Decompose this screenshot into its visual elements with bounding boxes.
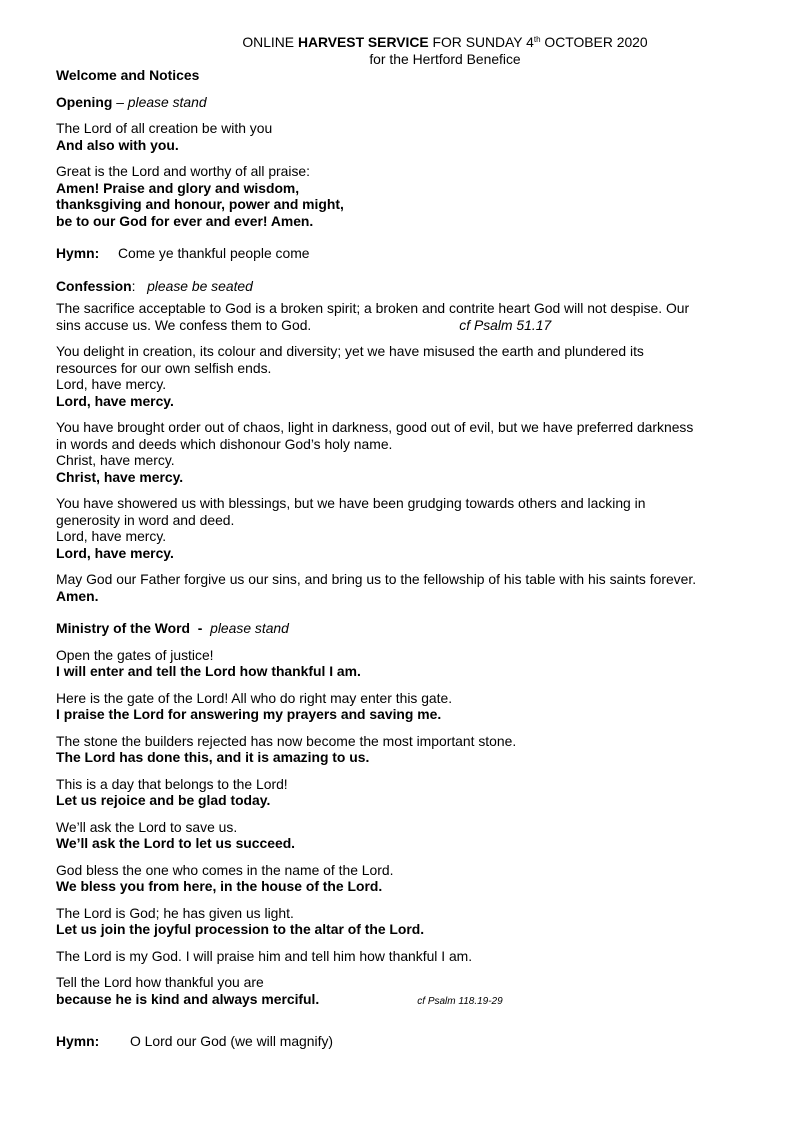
ministry-leader: God bless the one who comes in the name of the Lord. [56, 861, 394, 878]
ministry-leader: We’ll ask the Lord to save us. [56, 818, 238, 835]
title-prefix: ONLINE [242, 34, 298, 50]
confession-instruction: please be seated [147, 277, 253, 294]
ministry-response: We bless you from here, in the house of the Lord. [56, 878, 383, 894]
absolution-amen: Amen. [56, 587, 99, 604]
ministry-leader: This is a day that belongs to the Lord! [56, 775, 288, 792]
opening-title: Opening [56, 93, 113, 110]
ministry-leader: Open the gates of justice! [56, 646, 214, 663]
title-line-2: for the Hertford Benefice [369, 50, 521, 67]
document-title [100, 34, 790, 67]
opening-leader-1: The Lord of all creation be with you [56, 120, 273, 136]
ministry-single-line: The Lord is my God. I will praise him and tell him how thankful I am. [56, 947, 473, 964]
opening-instruction: please stand [127, 93, 207, 110]
ministry-title: Ministry of the Word [56, 620, 191, 636]
opening-response-2-line: be to our God for ever and ever! Amen. [56, 212, 314, 229]
service-sheet [56, 34, 746, 1050]
hymn-1-label: Hymn: [56, 245, 100, 261]
confession-para-3-line: You have showered us with blessings, but we have been grudging towards others and lacking in [56, 495, 646, 511]
confession-para-3-response: Lord, have mercy. [56, 544, 174, 561]
title-date-suffix: OCTOBER 2020 [540, 34, 648, 50]
ministry-leader: The stone the builders rejected has now become the most important stone. [56, 732, 517, 749]
title-ordinal: th [533, 35, 541, 44]
confession-para-1-leader: Lord, have mercy. [56, 376, 167, 392]
title-date-prefix: FOR SUNDAY 4 [428, 34, 534, 50]
confession-colon: : [131, 277, 136, 294]
confession-para-2-response: Christ, have mercy. [56, 468, 184, 485]
ministry-leader: The Lord is God; he has given us light. [56, 904, 294, 921]
ministry-final-leader: Tell the Lord how thankful you are [56, 974, 264, 990]
opening-dash: – [112, 93, 128, 110]
hymn-2 [56, 1033, 746, 1050]
hymn-2-label: Hymn: [56, 1033, 100, 1049]
ministry-response: I will enter and tell the Lord how thankful I am. [56, 663, 361, 679]
confession-para-3-leader: Lord, have mercy. [56, 528, 167, 544]
ministry-final-response: because he is kind and always merciful. [56, 990, 320, 1007]
confession-intro-line-2 [56, 317, 746, 334]
opening-response-2-line: thanksgiving and honour, power and might, [56, 196, 344, 212]
ministry-leader: Here is the gate of the Lord! All who do right may enter this gate. [56, 689, 453, 706]
confession-para-2-line: in words and deeds which dishonour God’s holy name. [56, 435, 393, 452]
confession-intro-line: The sacrifice acceptable to God is a broken spirit; a broken and contrite heart God will not despise. Our [56, 300, 690, 316]
confession-para-2-leader: Christ, have mercy. [56, 452, 175, 468]
opening-response-1: And also with you. [56, 136, 179, 153]
ministry-reference: cf Psalm 118.19-29 [417, 995, 503, 1007]
welcome-heading: Welcome and Notices [56, 67, 200, 83]
confession-para-1-line: You delight in creation, its colour and diversity; yet we have misused the earth and plundered its [56, 343, 644, 359]
ministry-response: I praise the Lord for answering my prayers and saving me. [56, 706, 442, 722]
ministry-responses [56, 647, 746, 1011]
confession-heading [56, 278, 746, 295]
absolution-text: May God our Father forgive us our sins, and bring us to the fellowship of his table with his saints forever. [56, 571, 697, 587]
opening-leader-2: Great is the Lord and worthy of all praise: [56, 163, 311, 179]
confession-para-3-line: generosity in word and deed. [56, 511, 235, 528]
ministry-response: Let us rejoice and be glad today. [56, 792, 271, 808]
ministry-response: Let us join the joyful procession to the altar of the Lord. [56, 921, 425, 937]
ministry-instruction: please stand [210, 620, 289, 636]
ministry-final-line [56, 991, 746, 1011]
ministry-heading [56, 620, 746, 637]
title-line-1 [100, 34, 790, 51]
confession-para-1-line: resources for our own selfish ends. [56, 359, 272, 376]
confession-intro-text: sins accuse us. We confess them to God. [56, 316, 312, 333]
hymn-1 [56, 245, 746, 262]
confession-para-1-response: Lord, have mercy. [56, 392, 174, 409]
confession-para-2-line: You have brought order out of chaos, light in darkness, good out of evil, but we have preferred darkness [56, 419, 694, 435]
confession-reference: cf Psalm 51.17 [459, 316, 552, 333]
ministry-dash: - [190, 620, 211, 636]
opening-response-2-line: Amen! Praise and glory and wisdom, [56, 179, 300, 196]
hymn-1-title: Come ye thankful people come [118, 245, 310, 261]
ministry-response: We’ll ask the Lord to let us succeed. [56, 835, 296, 851]
hymn-2-title: O Lord our God (we will magnify) [130, 1033, 334, 1049]
opening-heading [56, 94, 746, 111]
title-bold: HARVEST SERVICE [297, 34, 429, 50]
ministry-response: The Lord has done this, and it is amazing to us. [56, 749, 370, 765]
confession-title: Confession [56, 277, 132, 294]
